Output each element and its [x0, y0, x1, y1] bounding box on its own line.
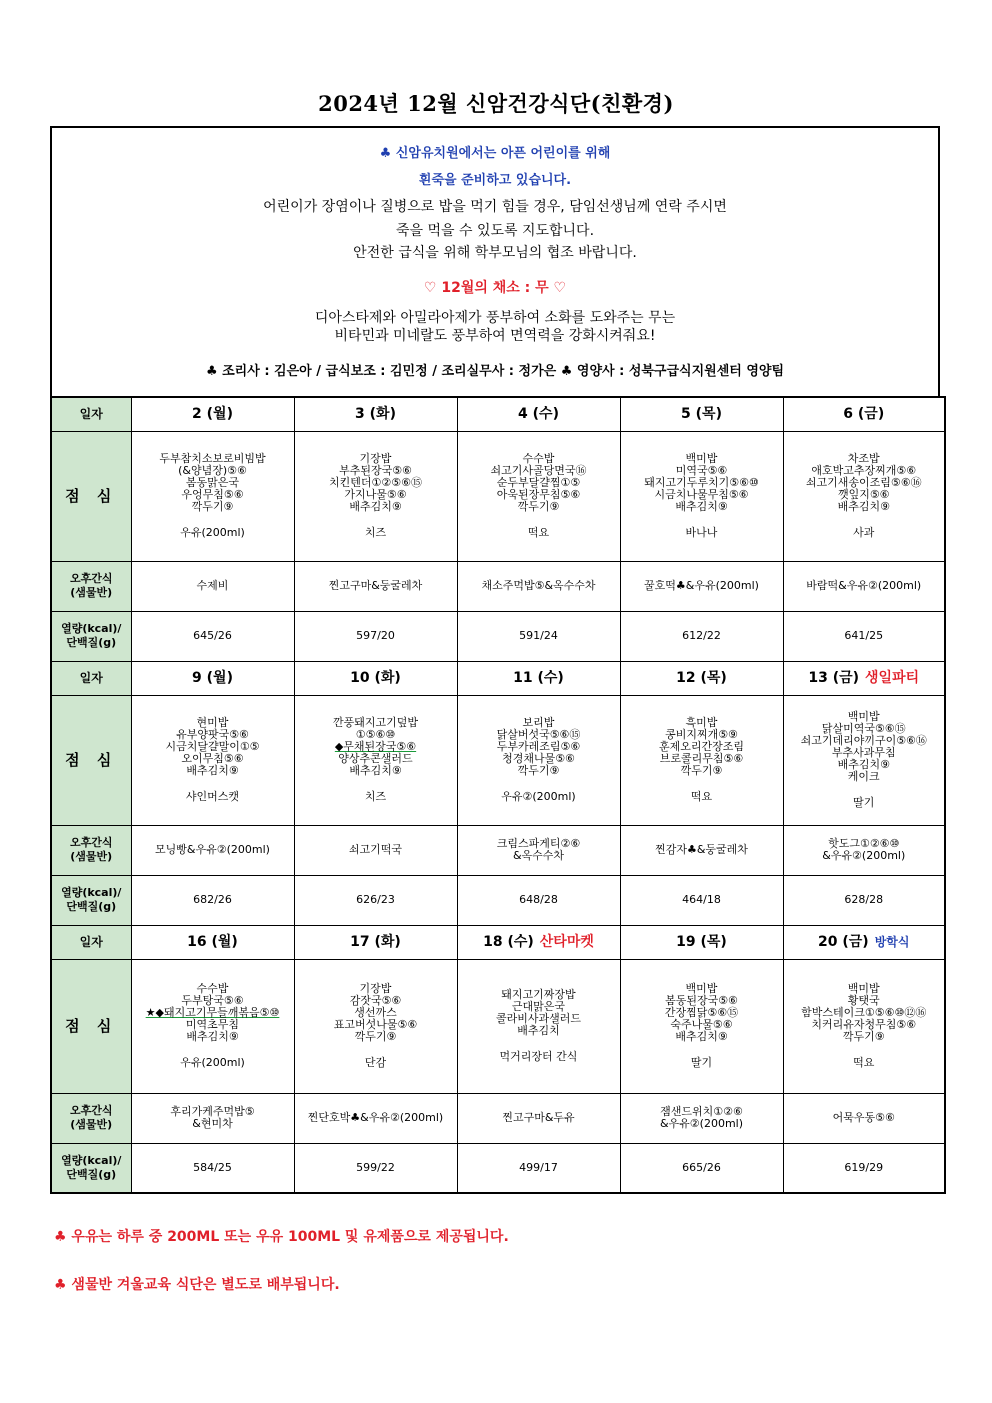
- dish-item: 아욱된장무침⑤⑥: [496, 488, 581, 501]
- calorie-label-line1: 열량(kcal)/: [61, 886, 122, 899]
- lunch-label: 점 심: [51, 959, 131, 1093]
- dish-item: 청경채나물⑤⑥: [502, 752, 575, 765]
- snack-label-line2: (샘물반): [70, 586, 113, 599]
- calorie-row: [51, 875, 945, 925]
- footer-note-1: ♣ 우유는 하루 중 200ML 또는 우유 100ML 및 유제품으로 제공됩니다.: [54, 1229, 509, 1245]
- dish-item: 시금치달걀말이①⑤: [165, 740, 260, 753]
- dish-item: 봄동맑은국: [185, 476, 240, 489]
- date-text: 5 (목): [681, 406, 722, 423]
- snack-cell: [457, 1093, 620, 1143]
- dish-item: 부추된장국⑤⑥: [339, 464, 412, 477]
- calorie-cell: 628/28: [783, 875, 945, 925]
- calorie-cell: 591/24: [457, 611, 620, 661]
- lunch-extra: 딸기: [690, 1056, 713, 1069]
- lunch-extra: 사과: [853, 526, 875, 539]
- date-cell: [131, 661, 294, 695]
- dish-item: 콜라비사과샐러드: [495, 1012, 581, 1025]
- event-label: 산타마켓: [539, 934, 594, 950]
- date-row: [51, 925, 945, 959]
- lunch-row: [51, 959, 945, 1093]
- event-label: 방학식: [874, 935, 910, 949]
- lunch-cell: [457, 431, 620, 561]
- lunch-extra: 우유②(200ml): [501, 790, 576, 803]
- snack-cell: [294, 1093, 457, 1143]
- lunch-extra: 먹거리장터 간식: [499, 1050, 578, 1063]
- snack-cell: [620, 1093, 783, 1143]
- calorie-cell: 584/25: [131, 1143, 294, 1193]
- calorie-cell: 599/22: [294, 1143, 457, 1193]
- calorie-cell: 612/22: [620, 611, 783, 661]
- calorie-cell: 665/26: [620, 1143, 783, 1193]
- lunch-extra: 우유(200ml): [180, 526, 245, 539]
- dish-item: 봄동된장국⑤⑥: [665, 994, 738, 1007]
- dish-item: 미역초무침: [185, 1018, 240, 1031]
- calorie-cell: 648/28: [457, 875, 620, 925]
- snack-text-line2: &현미차: [192, 1117, 233, 1130]
- snack-text-line1: 잼샌드위치①②⑥: [660, 1105, 743, 1118]
- snack-text: 수제비: [196, 579, 229, 592]
- snack-label-line1: 오후간식: [69, 572, 113, 585]
- snack-label: [51, 825, 131, 875]
- dish-item: 흑미밥: [685, 716, 718, 729]
- snack-row: [51, 825, 945, 875]
- dish-item: 훈제오리간장조림: [658, 740, 744, 753]
- snack-text: 쇠고기떡국: [348, 843, 403, 856]
- dish-item: 깐풍돼지고기덮밥: [332, 716, 418, 729]
- calorie-label-line1: 열량(kcal)/: [61, 1153, 122, 1167]
- dish-item: 깍두기⑨: [517, 764, 560, 777]
- date-cell: [457, 925, 620, 959]
- dish-item: 깍두기⑨: [680, 764, 723, 777]
- dish-item: 수수밥: [196, 982, 229, 995]
- dish-item: 두부탕국⑤⑥: [181, 994, 244, 1007]
- date-cell: [783, 925, 945, 959]
- dish-item: 현미밥: [196, 716, 229, 729]
- calorie-cell: 464/18: [620, 875, 783, 925]
- lunch-row: [51, 431, 945, 561]
- notice-line-5: 안전한 급식을 위해 학부모님의 협조 바랍니다.: [353, 245, 637, 261]
- snack-cell: [131, 561, 294, 611]
- dish-item: 깻잎지⑤⑥: [837, 488, 890, 501]
- dish-item: 돼지고기두루치기⑤⑥⑩: [644, 476, 759, 489]
- snack-cell: [620, 561, 783, 611]
- lunch-cell: [131, 695, 294, 825]
- dish-item: 두부참치소보로비빔밥: [159, 452, 266, 465]
- dish-item: 케이크: [847, 770, 880, 783]
- staff-info: ♣ 조리사 : 김은아 / 급식보조 : 김민정 / 조리실무사 : 정가은 ♣ 영양사 : 성북구급식지원센터 영양팀: [205, 364, 785, 379]
- dish-item: 순두부달걀찜①⑤: [496, 476, 581, 489]
- lunch-label: 점 심: [51, 695, 131, 825]
- date-text: 13 (금): [808, 670, 860, 686]
- dish-item: 두부카레조림⑤⑥: [496, 740, 581, 753]
- snack-cell: [294, 825, 457, 875]
- lunch-extra: 단감: [364, 1056, 387, 1069]
- dish-item: 백미밥: [847, 710, 880, 723]
- lunch-extra: 샤인머스캣: [185, 790, 240, 803]
- date-cell: [131, 925, 294, 959]
- dish-item: 양상추콘샐러드: [338, 752, 413, 765]
- lunch-extra: 딸기: [853, 796, 875, 809]
- calorie-label-line2: 단백질(g): [66, 900, 117, 913]
- dish-item: 차조밥: [847, 452, 880, 465]
- dish-item: 표고버섯나물⑤⑥: [333, 1018, 418, 1031]
- dish-item: 간장찜닭⑤⑥⑮: [664, 1006, 739, 1019]
- snack-text: 찐고구마&두유: [502, 1111, 575, 1124]
- calorie-cell: 619/29: [783, 1143, 945, 1193]
- dish-item: 숙주나물⑤⑥: [670, 1018, 733, 1031]
- notice-line-2: 흰죽을 준비하고 있습니다.: [418, 173, 572, 188]
- dish-item: 깍두기⑨: [517, 500, 560, 513]
- calorie-label: [51, 1143, 131, 1193]
- lunch-row: [51, 695, 945, 825]
- dish-item: 오이무침⑤⑥: [181, 752, 244, 765]
- lunch-cell: [457, 959, 620, 1093]
- dish-item: 닭살버섯국⑤⑥⑮: [496, 728, 581, 741]
- vegetable-line-2: 비타민과 미네랄도 풍부하여 면역력을 강화시켜줘요!: [334, 328, 656, 344]
- date-label: 일자: [51, 925, 131, 959]
- dish-item: 닭살미역국⑤⑥⑮: [821, 722, 906, 735]
- date-cell: [294, 397, 457, 431]
- date-text: 10 (화): [350, 670, 401, 686]
- snack-label-line2: (샘물반): [70, 850, 113, 863]
- dish-item: 배추김치⑨: [349, 500, 402, 513]
- lunch-cell: [131, 431, 294, 561]
- dish-item: 쇠고기새송이조림⑤⑥⑯: [805, 476, 922, 489]
- dish-item: 애호박고추장찌개⑤⑥: [811, 464, 917, 477]
- snack-cell: [620, 825, 783, 875]
- snack-label: [51, 561, 131, 611]
- dish-item: 근대맑은국: [511, 1000, 566, 1013]
- snack-cell: [457, 561, 620, 611]
- dish-item: 배추김치⑨: [837, 500, 890, 513]
- date-cell: [783, 397, 945, 431]
- dish-item: 가지나물⑤⑥: [344, 488, 407, 501]
- dish-item: ①⑤⑥⑩: [355, 728, 396, 741]
- date-text: 4 (수): [518, 406, 559, 423]
- dish-item: 브로콜리무침⑤⑥: [659, 752, 744, 765]
- dish-item: 우엉무침⑤⑥: [181, 488, 244, 501]
- snack-cell: [131, 825, 294, 875]
- dish-item: 수수밥: [522, 452, 555, 465]
- lunch-cell: [620, 695, 783, 825]
- dish-item: 배추김치⑨: [675, 1030, 728, 1043]
- snack-label: [51, 1093, 131, 1143]
- snack-cell: [783, 825, 945, 875]
- snack-cell: [457, 825, 620, 875]
- dish-item: 쇠고기데리야끼구이⑤⑥⑯: [800, 734, 927, 747]
- calorie-cell: 645/26: [131, 611, 294, 661]
- dish-item: 시금치나물무침⑤⑥: [654, 488, 749, 501]
- calorie-cell: 499/17: [457, 1143, 620, 1193]
- dish-item: 생선까스: [354, 1006, 397, 1019]
- dish-item: 황탯국: [847, 994, 880, 1007]
- snack-row: [51, 1093, 945, 1143]
- date-text: 17 (화): [350, 934, 401, 950]
- date-cell: [620, 925, 783, 959]
- dish-item: 치커리유자청무침⑤⑥: [811, 1018, 917, 1031]
- lunch-cell: [457, 695, 620, 825]
- lunch-cell: [620, 431, 783, 561]
- date-text: 12 (목): [676, 670, 727, 686]
- snack-text: 찐고구마&둥굴레차: [328, 579, 423, 592]
- snack-text-line2: &우유②(200ml): [822, 849, 906, 862]
- dish-item: (&양념장)⑤⑥: [178, 464, 247, 477]
- lunch-cell: [620, 959, 783, 1093]
- dish-item: ★◆돼지고기무들깨볶음⑤⑩: [145, 1006, 280, 1019]
- dish-item: 유부양팟국⑤⑥: [176, 728, 249, 741]
- dish-item: 배추김치⑨: [186, 764, 239, 777]
- dish-item: 배추김치⑨: [186, 1030, 239, 1043]
- date-text: 18 (수): [483, 934, 534, 950]
- lunch-extra: 떡요: [853, 1056, 875, 1069]
- notice-line-4: 죽을 먹을 수 있도록 지도합니다.: [395, 223, 595, 239]
- dish-item: 백미밥: [847, 982, 880, 995]
- dish-item: 콩비지찌개⑤⑨: [665, 728, 738, 741]
- snack-label-line1: 오후간식: [69, 836, 113, 849]
- lunch-extra: 떡요: [690, 790, 713, 803]
- snack-cell: [783, 561, 945, 611]
- snack-text-line2: &우유②(200ml): [659, 1117, 744, 1130]
- dish-item: 깍두기⑨: [842, 1030, 885, 1043]
- snack-text: 채소주먹밥⑤&옥수수차: [481, 579, 596, 592]
- snack-cell: [131, 1093, 294, 1143]
- vegetable-title: [52, 280, 938, 296]
- calorie-row: [51, 611, 945, 661]
- snack-text: 모닝빵&우유②(200ml): [155, 843, 270, 856]
- calorie-row: [51, 1143, 945, 1193]
- lunch-cell: [131, 959, 294, 1093]
- lunch-cell: [294, 959, 457, 1093]
- snack-text-line1: 크림스파게티②⑥: [496, 837, 581, 850]
- date-cell: [620, 397, 783, 431]
- calorie-label-line1: 열량(kcal)/: [61, 622, 122, 635]
- lunch-cell: [783, 431, 945, 561]
- date-text: 20 (금): [818, 934, 869, 950]
- snack-text: 어묵우동⑤⑥: [832, 1111, 895, 1124]
- menu-table: [50, 396, 946, 1194]
- lunch-cell: [294, 695, 457, 825]
- calorie-cell: 641/25: [783, 611, 945, 661]
- date-cell: [294, 925, 457, 959]
- vegetable-title-text: ♡ 12월의 채소 : 무 ♡: [423, 280, 567, 296]
- event-label: 생일파티: [865, 670, 920, 686]
- lunch-label: 점 심: [51, 431, 131, 561]
- date-text: 6 (금): [843, 406, 885, 423]
- vegetable-line-1: 디아스타제와 아밀라아제가 풍부하여 소화를 도와주는 무는: [314, 310, 676, 326]
- dish-item: 쇠고기사골당면국⑯: [490, 464, 587, 477]
- snack-text: 바람떡&우유②(200ml): [806, 579, 922, 592]
- dish-item: 함박스테이크①⑤⑥⑩⑫⑯: [801, 1006, 927, 1019]
- lunch-cell: [783, 959, 945, 1093]
- calorie-cell: 626/23: [294, 875, 457, 925]
- snack-cell: [783, 1093, 945, 1143]
- dish-item: 기장밥: [359, 452, 392, 465]
- notice-line-3: 어린이가 장염이나 질병으로 밥을 먹기 힘들 경우, 담임선생님께 연락 주시면: [263, 199, 727, 215]
- date-cell: [457, 661, 620, 695]
- dish-item: 미역국⑤⑥: [675, 464, 728, 477]
- dish-item: 배추김치: [517, 1024, 560, 1037]
- lunch-extra: 치즈: [364, 790, 387, 803]
- snack-text: 찐단호박♣&우유②(200ml): [307, 1111, 444, 1124]
- dish-item: 배추김치⑨: [837, 758, 890, 771]
- calorie-label: [51, 875, 131, 925]
- date-label: 일자: [51, 661, 131, 695]
- calorie-cell: 597/20: [294, 611, 457, 661]
- calorie-label-line2: 단백질(g): [66, 636, 117, 649]
- notice-box: [50, 126, 940, 396]
- page-title: 2024년 12월 신암건강식단(친환경): [318, 91, 674, 116]
- lunch-extra: 떡요: [527, 526, 550, 539]
- dish-item: 깍두기⑨: [191, 500, 234, 513]
- footer-note-2: ♣ 샘물반 겨울교육 식단은 별도로 배부됩니다.: [54, 1277, 340, 1293]
- date-row: [51, 661, 945, 695]
- snack-row: [51, 561, 945, 611]
- date-cell: [620, 661, 783, 695]
- snack-text-line2: &옥수수차: [512, 849, 565, 862]
- date-cell: [457, 397, 620, 431]
- snack-text: 꿀호떡♣&우유(200ml): [644, 579, 759, 592]
- dish-item: 백미밥: [685, 982, 718, 995]
- snack-text: 찐감자♣&둥굴레차: [655, 843, 748, 856]
- lunch-extra: 치즈: [364, 526, 387, 539]
- snack-text-line1: 핫도그①②⑥⑩: [828, 837, 900, 850]
- date-text: 3 (화): [355, 406, 396, 423]
- calorie-label-line2: 단백질(g): [66, 1167, 117, 1181]
- date-row: [51, 397, 945, 431]
- calorie-label: [51, 611, 131, 661]
- dish-item: 배추김치⑨: [349, 764, 402, 777]
- dish-item: 보리밥: [522, 716, 555, 729]
- dish-item: 깍두기⑨: [354, 1030, 397, 1043]
- date-text: 2 (월): [192, 406, 233, 423]
- lunch-cell: [783, 695, 945, 825]
- snack-label-line2: (샘물반): [70, 1118, 113, 1131]
- dish-item: 부추사과무침: [831, 746, 896, 759]
- snack-text-line1: 후리가케주먹밥⑤: [170, 1105, 255, 1118]
- dish-item: 배추김치⑨: [675, 500, 728, 513]
- lunch-extra: 바나나: [685, 526, 718, 539]
- lunch-extra: 우유(200ml): [180, 1056, 245, 1069]
- snack-label-line1: 오후간식: [69, 1104, 113, 1117]
- date-text: 9 (월): [192, 670, 233, 686]
- date-cell: [131, 397, 294, 431]
- date-cell: [294, 661, 457, 695]
- dish-item: 치킨텐더①②⑤⑥⑮: [329, 476, 422, 489]
- dish-item: ◆무채된장국⑤⑥: [334, 740, 417, 753]
- date-label: 일자: [51, 397, 131, 431]
- lunch-cell: [294, 431, 457, 561]
- date-cell: [783, 661, 945, 695]
- dish-item: 백미밥: [685, 452, 718, 465]
- date-text: 11 (수): [513, 670, 564, 686]
- calorie-cell: 682/26: [131, 875, 294, 925]
- date-text: 16 (월): [187, 934, 238, 950]
- dish-item: 돼지고기짜장밥: [501, 988, 576, 1001]
- notice-line-1: ♣ 신암유치원에서는 아픈 어린이를 위해: [379, 146, 611, 161]
- snack-cell: [294, 561, 457, 611]
- dish-item: 감잣국⑤⑥: [349, 994, 402, 1007]
- dish-item: 기장밥: [359, 982, 392, 995]
- date-text: 19 (목): [676, 934, 727, 950]
